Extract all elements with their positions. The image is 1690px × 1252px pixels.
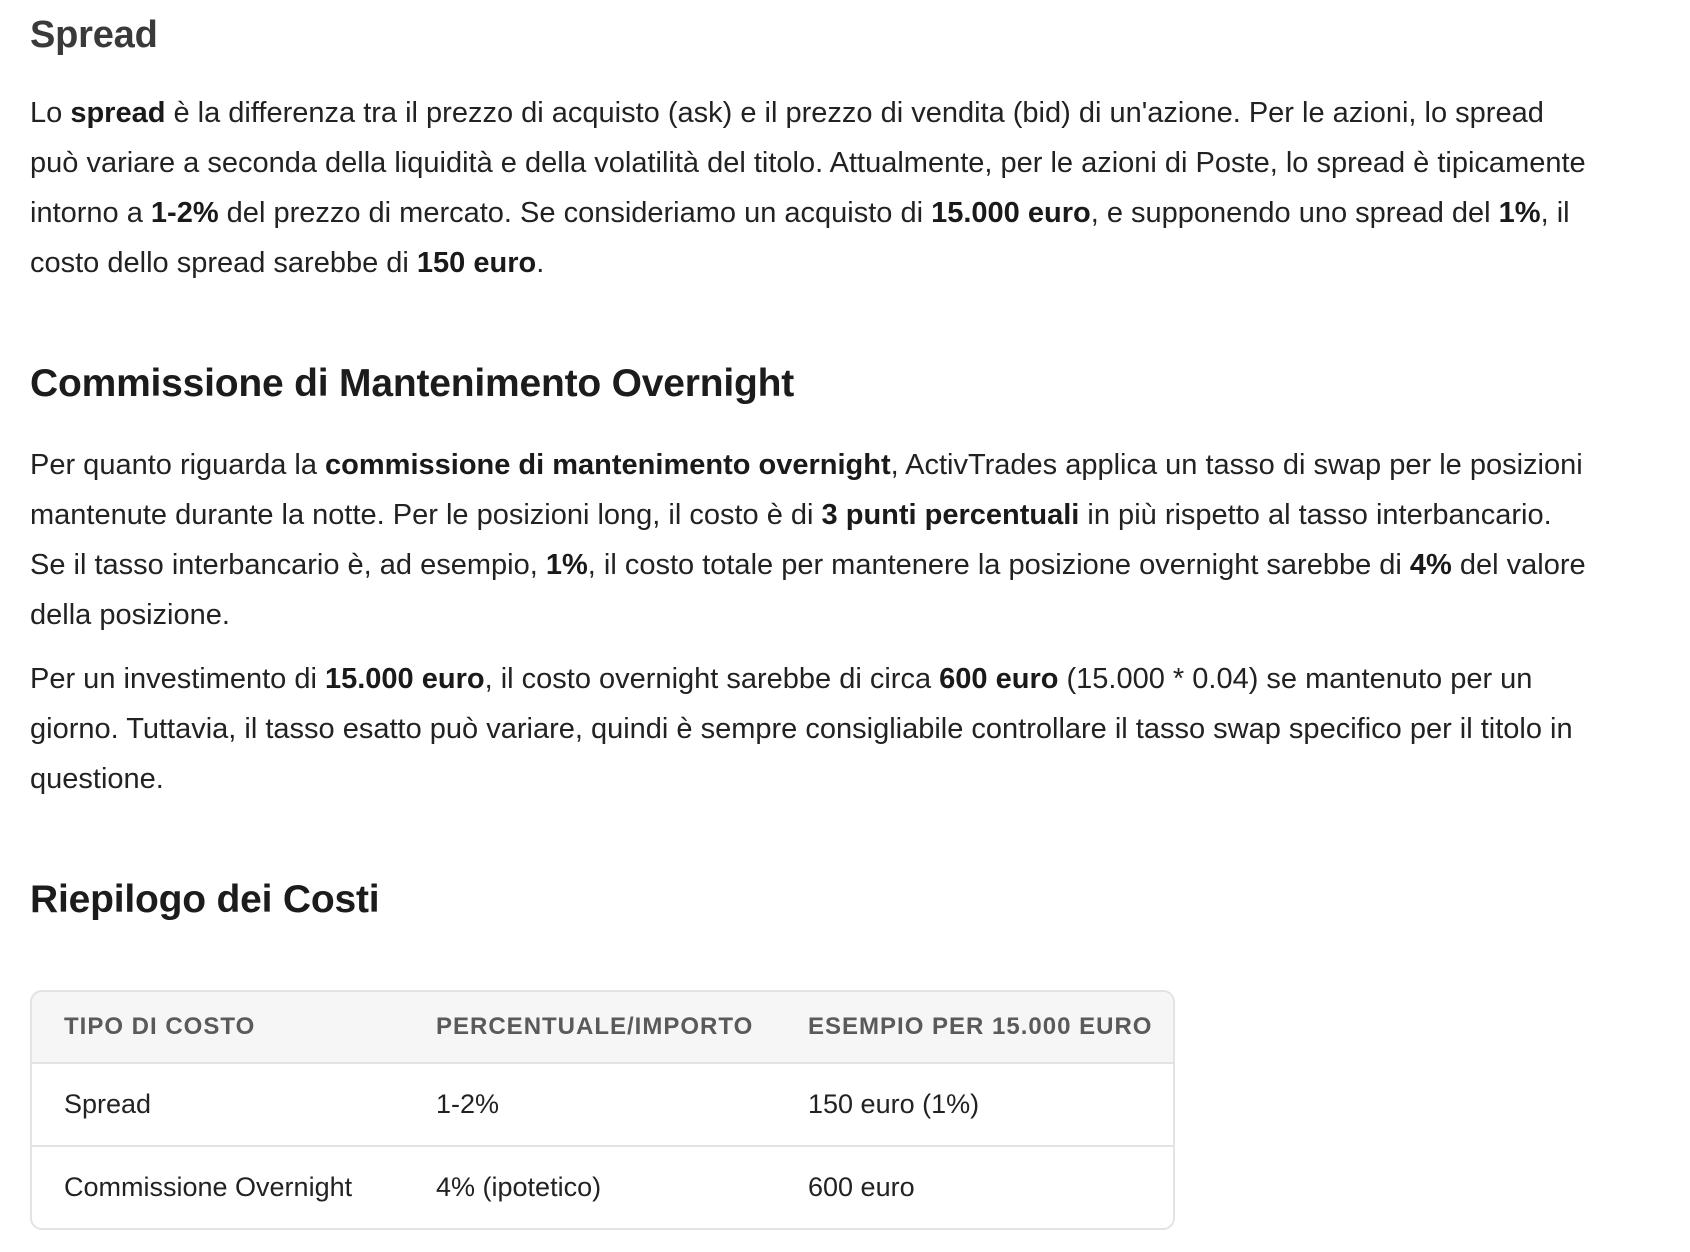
column-header: ESEMPIO PER 15.000 EURO [776,992,1173,1063]
table-cell: 150 euro (1%) [776,1063,1173,1146]
summary-heading: Riepilogo dei Costi [30,878,380,921]
column-header: TIPO DI COSTO [32,992,404,1063]
cost-summary-table [30,990,1175,1230]
table-row [32,1063,1173,1146]
column-header: PERCENTUALE/IMPORTO [404,992,776,1063]
table-cell: 4% (ipotetico) [436,1172,602,1202]
table-row [32,1146,1173,1228]
table-header-row [32,992,1173,1063]
table-cell: 1-2% [404,1063,776,1146]
spread-heading: Spread [30,14,158,56]
overnight-heading: Commissione di Mantenimento Overnight [30,362,795,405]
table-cell: Spread [32,1063,404,1146]
overnight-paragraph-2: Per un investimento di 15.000 euro, il costo overnight sarebbe di circa 600 euro (15.000 * 0.04) se mantenuto per un giorno. Tuttavia, il tasso esatto può variare, quindi è sempre consigliabile controllare il tasso swap specifico per il titolo in questione. [30,663,1573,795]
overnight-paragraph-1: Per quanto riguarda la commissione di mantenimento overnight, ActivTrades applica un tasso di swap per le posizioni mantenute durante la notte. Per le posizioni long, il costo è di 3 punti percentuali in più rispetto al tasso interbancario. Se il tasso interbancario è, ad esempio, 1%, il costo totale per mantenere la posizione overnight sarebbe di 4% del valore della posizione. [30,449,1586,631]
table-cell: Commissione Overnight [64,1172,353,1202]
table-cell: 600 euro [808,1172,915,1202]
spread-paragraph: Lo spread è la differenza tra il prezzo di acquisto (ask) e il prezzo di vendita (bid) di un'azione. Per le azioni, lo spread può variare a seconda della liquidità e della volatilità del titolo. Attualmente, per le azioni di Poste, lo spread è tipicamente intorno a 1-2% del prezzo di mercato. Se consideriamo un acquisto di 15.000 euro, e supponendo uno spread del 1%, il costo dello spread sarebbe di 150 euro. [30,97,1586,279]
